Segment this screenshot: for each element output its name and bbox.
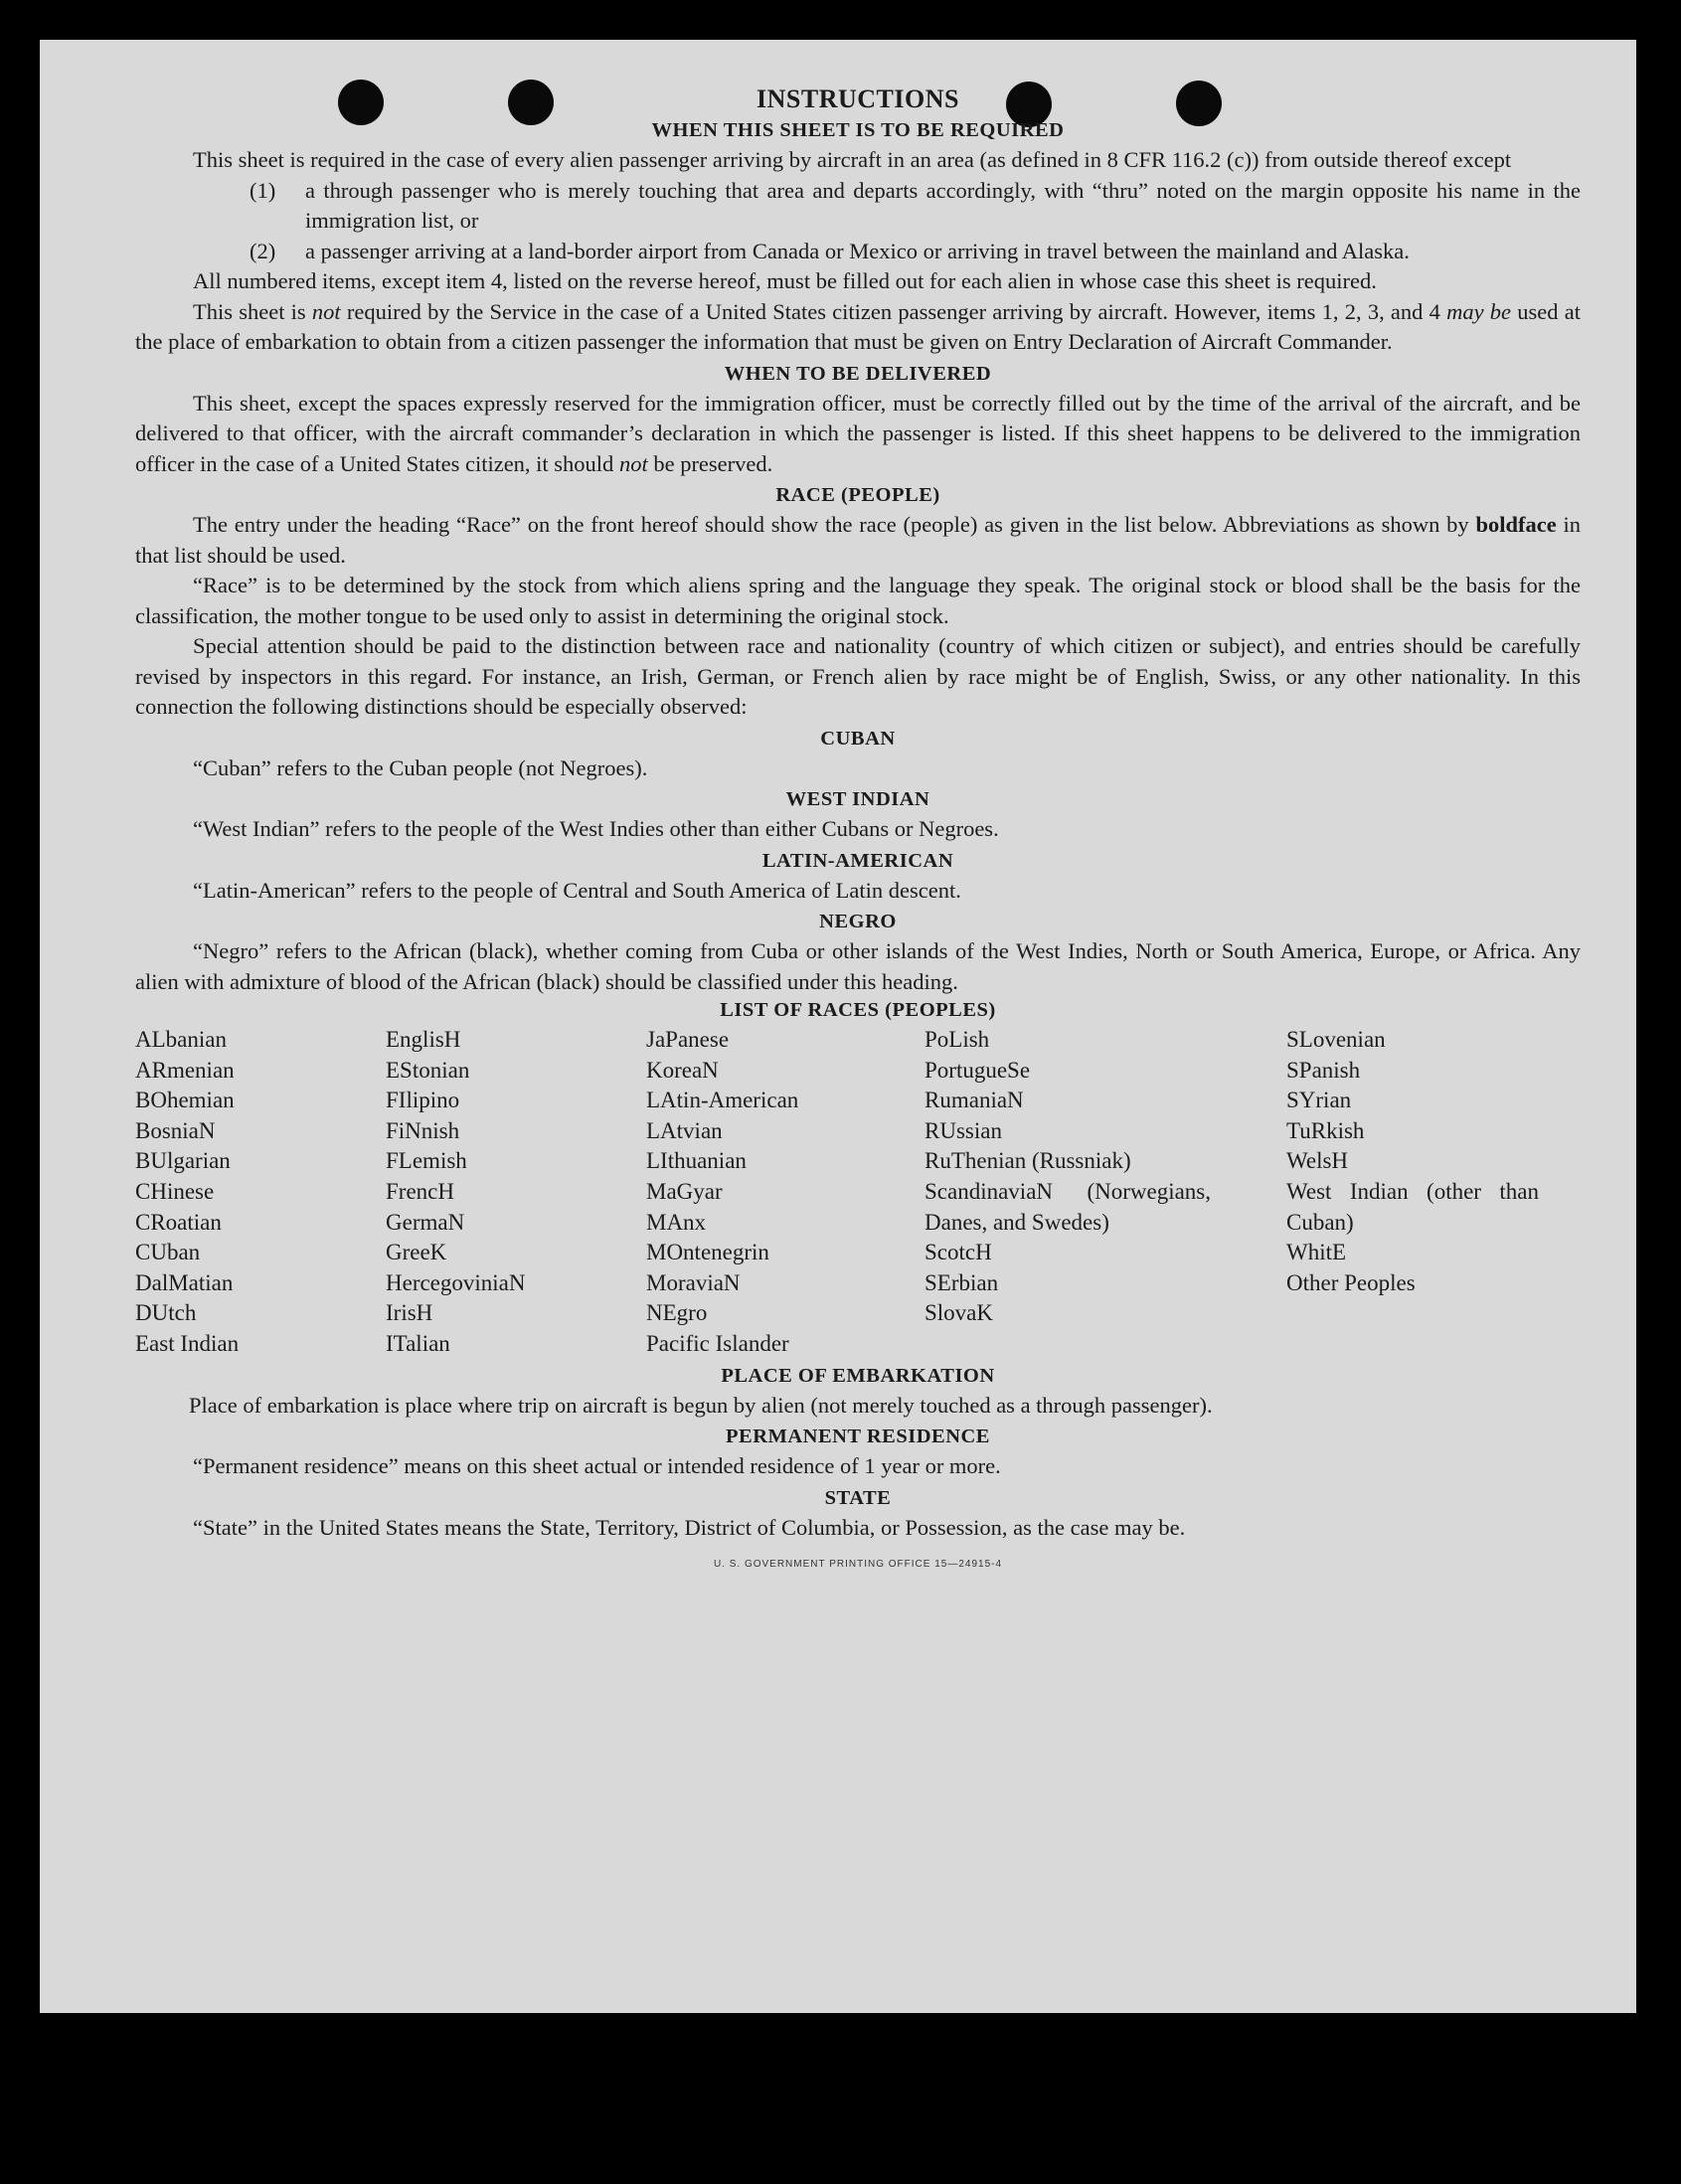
race-entry: ARmenian [135, 1057, 235, 1083]
race-entry: LAtvian [646, 1117, 723, 1143]
citizen-paragraph: This sheet is not required by the Service in the case of a United States citizen passenger arriving by aircraft. However, items 1, 2, 3, and 4 may be used at the place of embarkation to obtain from a citizen passenger the information that must be given on Entry Declaration of Aircraft Commander. [135, 298, 1581, 354]
races-column [135, 1025, 386, 1360]
race-entry: DalMatian [135, 1269, 234, 1295]
races-column [925, 1025, 1211, 1360]
race-entry: SLovenian [1286, 1027, 1386, 1052]
race-entry: BosniaN [135, 1117, 216, 1143]
race-entry: FiNnish [386, 1117, 460, 1143]
race-entry: GermaN [386, 1209, 465, 1235]
race-entry: ScotcH [925, 1240, 992, 1265]
race-paragraph: The entry under the heading “Race” on the front hereof should show the race (people) as given in the list below. Abbreviations as shown by boldface in that list should be used. [135, 512, 1581, 568]
race-entry: Pacific Islander [646, 1330, 789, 1356]
race-entry: LIthuanian [646, 1148, 747, 1174]
race-entry: BUlgarian [135, 1148, 231, 1174]
heading-race: RACE (PEOPLE) [775, 484, 940, 506]
races-column [386, 1025, 646, 1360]
definition-west-indian: “West Indian” refers to the people of the West Indies other than either Cubans or Negroes. [193, 816, 999, 841]
race-entry: EStonian [386, 1057, 470, 1083]
race-entry: West Indian (other than Cuban) [1286, 1178, 1539, 1235]
races-list [135, 1025, 1581, 1360]
exception-item: (1) a through passenger who is merely touching that area and departs accordingly, with “thru” noted on the margin opposite his name in the immigration list, or [250, 177, 1581, 233]
race-entry: MoraviaN [646, 1269, 741, 1295]
race-entry: ScandinaviaN (Norwegians, Danes, and Swedes) [925, 1178, 1211, 1235]
heading-permanent-residence: PERMANENT RESIDENCE [726, 1426, 990, 1448]
race-entry: PoLish [925, 1027, 990, 1052]
race-entry: SYrian [1286, 1088, 1352, 1113]
race-entry: WhitE [1286, 1240, 1347, 1265]
race-entry: Other Peoples [1286, 1269, 1416, 1295]
race-entry: East Indian [135, 1330, 240, 1356]
document-body [135, 84, 1581, 1570]
heading-latin-american: LATIN-AMERICAN [761, 849, 954, 872]
definition-residence: “Permanent residence” means on this sheet actual or intended residence of 1 year or more. [193, 1453, 1001, 1479]
race-entry: HercegoviniaN [386, 1269, 526, 1295]
race-entry: SErbian [925, 1269, 999, 1295]
race-paragraph: Special attention should be paid to the distinction between race and nationality (country of which citizen or subject), and entries should be carefully revised by inspectors in this regard. For instance, an Irish, German, or French alien by race might be of English, Swiss, or any other nationality. In this connection the following distinctions should be especially observed: [135, 633, 1581, 719]
race-entry: SPanish [1286, 1057, 1361, 1083]
race-entry: RuThenian (Russniak) [925, 1148, 1131, 1174]
race-entry: FLemish [386, 1148, 467, 1174]
race-entry: RumaniaN [925, 1088, 1024, 1113]
race-entry: MAnx [646, 1209, 707, 1235]
race-entry: MaGyar [646, 1178, 723, 1204]
heading-cuban: CUBAN [820, 727, 896, 750]
definition-embarkation: Place of embarkation is place where trip on aircraft is begun by alien (not merely touched as a through passenger). [189, 1392, 1213, 1418]
heading-negro: NEGRO [819, 911, 897, 932]
race-entry: NEgro [646, 1300, 708, 1326]
race-entry: CRoatian [135, 1209, 222, 1235]
definition-latin-american: “Latin-American” refers to the people of Central and South America of Latin descent. [193, 877, 961, 903]
required-intro: This sheet is required in the case of every alien passenger arriving by aircraft in an area (as defined in 8 CFR 116.2 (c)) from outside thereof except [193, 147, 1512, 172]
delivered-paragraph: This sheet, except the spaces expressly reserved for the immigration officer, must be correctly filled out by the time of the arrival of the aircraft, and be delivered to that officer, with the aircraft commander’s declaration in which the passenger is listed. If this sheet happens to be delivered to the immigration officer in the case of a United States citizen, it should not be preserved. [135, 390, 1581, 476]
race-entry: EnglisH [386, 1027, 461, 1052]
race-entry: LAtin-American [646, 1088, 799, 1113]
race-entry: SlovaK [925, 1300, 993, 1326]
printing-office-imprint: U. S. GOVERNMENT PRINTING OFFICE 15—24915-4 [713, 1559, 1003, 1571]
race-entry: ALbanian [135, 1027, 227, 1052]
race-entry: GreeK [386, 1240, 447, 1265]
race-entry: FIlipino [386, 1088, 460, 1113]
races-column [1286, 1025, 1539, 1360]
document-title: INSTRUCTIONS [756, 84, 959, 113]
race-entry: FrencH [386, 1178, 454, 1204]
race-paragraph: “Race” is to be determined by the stock from which aliens spring and the language they speak. The original stock or blood shall be the basis for the classification, the mother tongue to be used only to assist in determining the original stock. [135, 573, 1581, 628]
race-entry: MOntenegrin [646, 1240, 769, 1265]
race-entry: CUban [135, 1240, 201, 1265]
race-entry: IrisH [386, 1300, 433, 1326]
heading-place-of-embarkation: PLACE OF EMBARKATION [721, 1364, 995, 1387]
heading-when-delivered: WHEN TO BE DELIVERED [724, 362, 992, 385]
definition-negro: “Negro” refers to the African (black), whether coming from Cuba or other islands of the West Indies, North or South America, Europe, or Africa. Any alien with admixture of blood of the African (black) should be classified under this heading. [135, 938, 1581, 994]
race-entry: JaPanese [646, 1027, 730, 1052]
heading-list-of-races: LIST OF RACES (PEOPLES) [720, 999, 996, 1021]
heading-when-required: WHEN THIS SHEET IS TO BE REQUIRED [651, 119, 1065, 141]
exception-item: (2) a passenger arriving at a land-border airport from Canada or Mexico or arriving in travel between the mainland and Alaska. [250, 238, 1410, 263]
race-entry: PortugueSe [925, 1057, 1031, 1083]
instruction-sheet [40, 40, 1636, 2013]
race-entry: CHinese [135, 1178, 215, 1204]
definition-cuban: “Cuban” refers to the Cuban people (not Negroes). [193, 755, 648, 780]
race-entry: ITalian [386, 1330, 450, 1356]
race-entry: KoreaN [646, 1057, 719, 1083]
race-entry: TuRkish [1286, 1117, 1365, 1143]
races-column [646, 1025, 925, 1360]
race-entry: DUtch [135, 1300, 197, 1326]
required-paragraph: All numbered items, except item 4, listed on the reverse hereof, must be filled out for each alien in whose case this sheet is required. [193, 268, 1377, 293]
race-entry: BOhemian [135, 1088, 235, 1113]
heading-state: STATE [824, 1486, 892, 1509]
race-entry: WelsH [1286, 1148, 1349, 1174]
definition-state: “State” in the United States means the State, Territory, District of Columbia, or Possession, as the case may be. [193, 1514, 1186, 1540]
race-entry: RUssian [925, 1117, 1002, 1143]
heading-west-indian: WEST INDIAN [785, 788, 930, 810]
